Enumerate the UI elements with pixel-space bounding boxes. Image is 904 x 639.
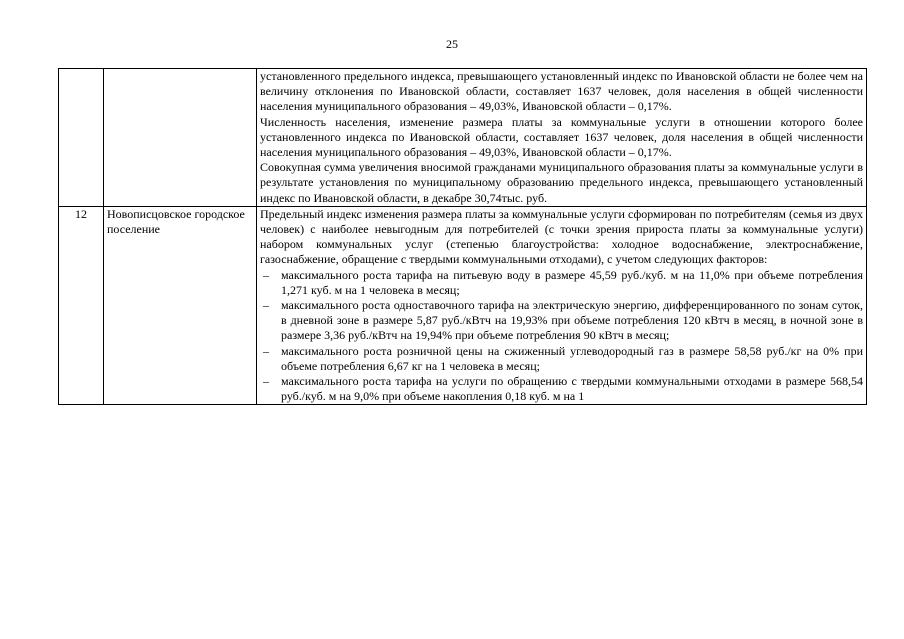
list-item (260, 268, 863, 298)
factors-list (260, 268, 863, 405)
paragraph: Совокупная сумма увеличения вносимой гражданами муниципального образования платы за коммунальные услуги в результате установления по муниципальному образованию предельного индекса, превышающего установленный индекс по Ивановской области, в декабре 30,74тыс. руб. (260, 160, 863, 205)
table-row (59, 206, 867, 405)
description-cell (257, 69, 867, 207)
factor-text: максимального роста розничной цены на сжиженный углеводородный газ в размере 58,58 руб./кг на 0% при объеме потребления 6,67 кг на 1 человека в месяц; (281, 343, 863, 373)
page-number: 25 (446, 37, 458, 51)
dash-marker: – (263, 298, 269, 313)
row-number-cell (59, 69, 104, 207)
intro-paragraph: Предельный индекс изменения размера платы за коммунальные услуги сформирован по потребителям (семья из двух человек) с наиболее невыгодным для потребителей (с точки зрения прироста платы за коммунальные услуги) набором коммунальных услуг (степенью благоустройства: холодное водоснабжение, электроснабжение, газоснабжение, обращение с твердыми коммунальными отходами), с учетом следующих факторов: (260, 206, 863, 267)
description-cell (257, 206, 867, 405)
document-table (58, 68, 867, 405)
row-number-cell: 12 (59, 206, 104, 405)
paragraph: установленного предельного индекса, превышающего установленный индекс по Ивановской области не более чем на величину отклонения по Ивановской области, составляет 1637 человек, доля населения в общей численности населения муниципального образования – 49,03%, Ивановской области – 0,17%. (260, 69, 863, 114)
list-item (260, 374, 863, 404)
dash-marker: – (263, 343, 269, 358)
factor-text: максимального роста тарифа на услуги по обращению с твердыми коммунальными отходами в размере 568,54 руб./куб. м на 9,0% при объеме накопления 0,18 куб. м на 1 (281, 374, 863, 404)
paragraph: Численность населения, изменение размера платы за коммунальные услуги в отношении которого более установленного индекса по Ивановской области, составляет 1637 человек, доля населения в общей численности населения муниципального образования – 49,03%, Ивановской области – 0,17%. (260, 114, 863, 160)
municipality-name-cell (104, 69, 257, 207)
factor-text: максимального роста одноставочного тарифа на электрическую энергию, дифференцированного по зонам суток, в дневной зоне в размере 5,87 руб./кВтч на 19,93% при объеме потребления 120 кВтч в месяц, в ночной зоне в размере 3,36 руб./кВтч на 19,94% при объеме потребления 90 кВтч в месяц; (281, 298, 863, 343)
dash-marker: – (263, 267, 269, 282)
municipality-name-cell: Новописцовское городское поселение (104, 206, 257, 405)
dash-marker: – (263, 374, 269, 389)
list-item (260, 344, 863, 374)
list-item (260, 298, 863, 344)
table-row (59, 69, 867, 207)
factor-text: максимального роста тарифа на питьевую воду в размере 45,59 руб./куб. м на 11,0% при объеме потребления 1,271 куб. м на 1 человека в месяц; (281, 267, 863, 297)
